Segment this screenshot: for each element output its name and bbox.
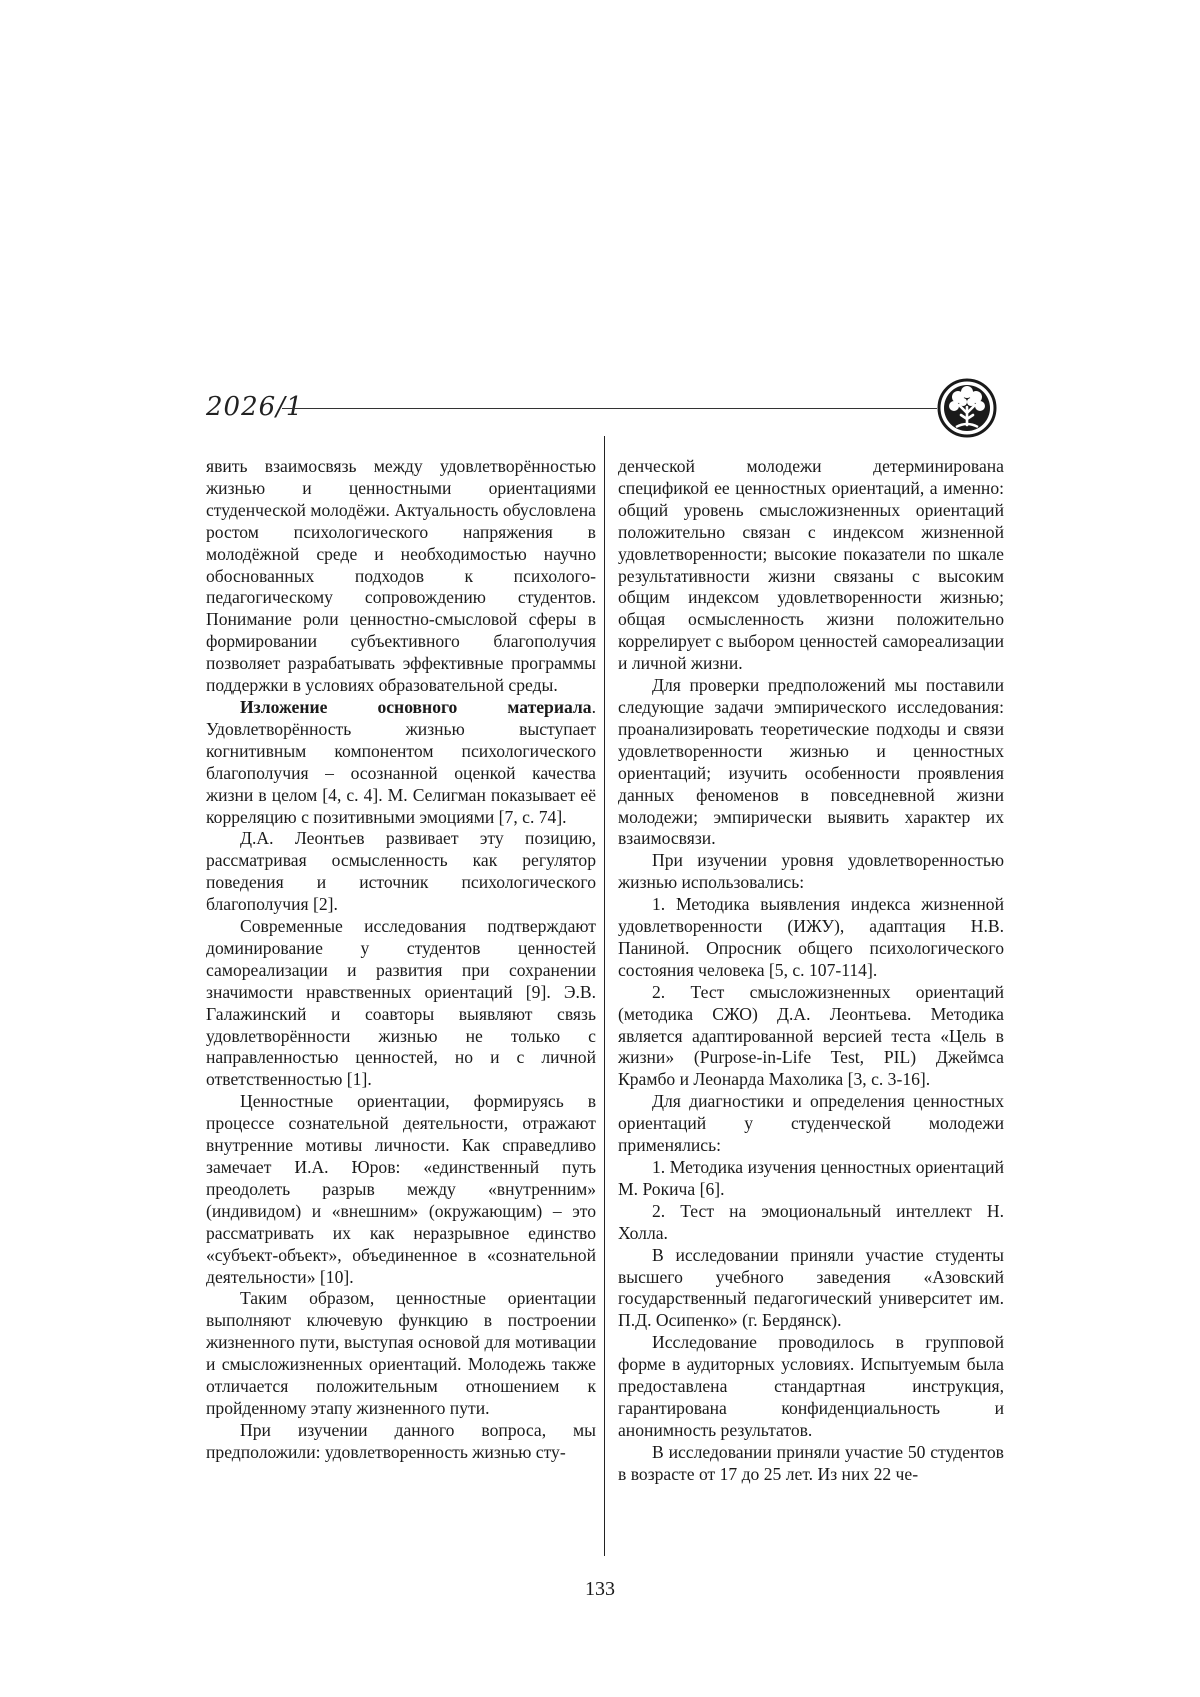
page-number: 133 bbox=[585, 1578, 615, 1600]
paragraph: Д.А. Леонтьев развивает эту позицию, рассматривая осмысленность как регулятор поведения и источник психологического благополучия [2]. bbox=[206, 828, 596, 915]
header-rule bbox=[282, 408, 937, 409]
column-divider bbox=[604, 436, 605, 1556]
list-item: 1. Методика изучения ценностных ориентаций М. Рокича [6]. bbox=[618, 1157, 1004, 1199]
paragraph: Для проверки предположений мы поставили следующие задачи эмпирического исследования: проанализировать теоретические подходы и связи удовлетворенности жизнью и ценностных ориентаций; изучить особенности проявления данных феноменов в повседневной жизни молодежи; эмпирически выявить характер их взаимосвязи. bbox=[618, 675, 1004, 849]
running-header bbox=[206, 380, 1006, 440]
tree-emblem-icon bbox=[936, 377, 998, 439]
section-heading: Изложение основного материала bbox=[240, 696, 592, 717]
paragraph: Для диагностики и определения ценностных ориентаций у студенческой молодежи применялись: bbox=[618, 1091, 1004, 1156]
paragraph: денческой молодежи детерминирована спецификой ее ценностных ориентаций, а именно: общий уровень смысложизненных ориентаций положительно связан с индексом жизненной удовлетворенности; высокие показатели по шкале результативности жизни связаны с высоким общим индексом удовлетворенности жизнью; общая осмысленность жизни положительно коррелирует с выбором ценностей самореализации и личной жизни. bbox=[618, 456, 1004, 674]
left-column bbox=[206, 456, 596, 1464]
right-column bbox=[618, 456, 1004, 1486]
paragraph: При изучении данного вопроса, мы предположили: удовлетворенность жизнью сту- bbox=[206, 1419, 596, 1462]
paragraph: Таким образом, ценностные ориентации выполняют ключевую функцию в построении жизненного пути, выступая основой для мотивации и смысложизненных ориентаций. Молодежь также отличается положительным отношением к пройденному этапу жизненного пути. bbox=[206, 1288, 596, 1418]
paragraph: Ценностные ориентации, формируясь в процессе сознательной деятельности, отражают внутренние мотивы личности. Как справедливо замечает И.А. Юров: «единственный путь преодолеть разрыв между «внутренним» (индивидом) и «внешним» (окружающим) – это рассматривать их как неразрывное единство «субъект-объект», объединенное в «сознательной деятельности» [10]. bbox=[206, 1091, 596, 1287]
list-item: 2. Тест на эмоциональный интеллект Н. Холла. bbox=[618, 1200, 1004, 1243]
list-item: 1. Методика выявления индекса жизненной удовлетворенности (ИЖУ), адаптация Н.В. Паниной. Опросник общего психологического состояния человека [5, с. 107-114]. bbox=[618, 894, 1004, 980]
paragraph: При изучении уровня удовлетворенностью жизнью использовались: bbox=[618, 850, 1004, 893]
issue-number: 2026/1 bbox=[206, 392, 304, 422]
paragraph: явить взаимосвязь между удовлетворённостью жизнью и ценностными ориентациями студенческой молодёжи. Актуальность обусловлена ростом психологического напряжения в молодёжной среде и необходимостью научно обоснованных подходов к психолого-педагогическому сопровождению студентов. Понимание роли ценностно-смысловой сферы в формировании субъективного благополучия позволяет разрабатывать эффективные программы поддержки в условиях образовательной среды. bbox=[206, 456, 596, 696]
paragraph: В исследовании приняли участие 50 студентов в возрасте от 17 до 25 лет. Из них 22 че- bbox=[618, 1441, 1004, 1484]
paragraph-text: . Удовлетворённость жизнью выступает когнитивным компонентом психологического благополучия – осознанной оценкой качества жизни в целом [4, с. 4]. М. Селигман показывает её корреляцию с позитивными эмоциями [7, с. 74]. bbox=[206, 696, 596, 827]
paragraph: В исследовании приняли участие студенты высшего учебного заведения «Азовский государственный педагогический университет им. П.Д. Осипенко» (г. Бердянск). bbox=[618, 1244, 1004, 1331]
paragraph: Исследование проводилось в групповой форме в аудиторных условиях. Испытуемым была предоставлена стандартная инструкция, гарантирована конфиденциальность и анонимность результатов. bbox=[618, 1332, 1004, 1440]
paragraph-main-material bbox=[206, 697, 596, 828]
paragraph: Современные исследования подтверждают доминирование у студентов ценностей самореализации и развития при сохранении значимости нравственных ориентаций [9]. Э.В. Галажинский и соавторы выявляют связь удовлетворённости жизнью не только с направленностью ценностей, но и с личной ответственностью [1]. bbox=[206, 916, 596, 1090]
list-item: 2. Тест смысложизненных ориентаций (методика СЖО) Д.А. Леонтьева. Методика является адаптированной версией теста «Цель в жизни» (Purpose-in-Life Test, PIL) Джеймса Крамбо и Леонарда Махолика [3, с. 3-16]. bbox=[618, 981, 1004, 1090]
